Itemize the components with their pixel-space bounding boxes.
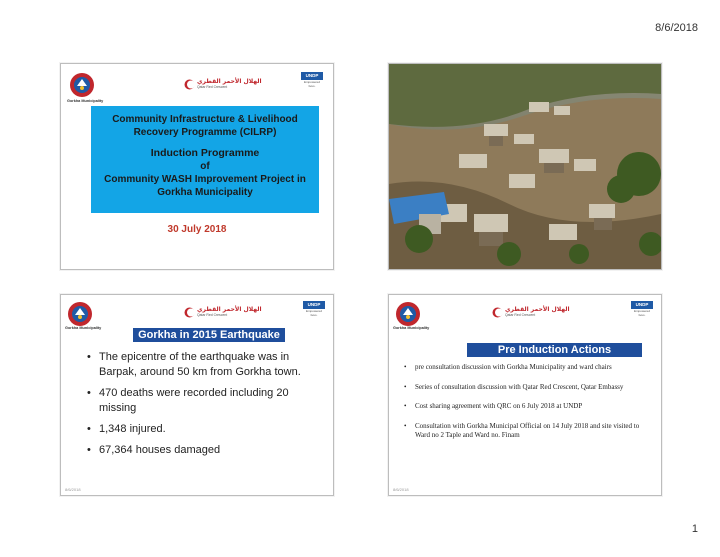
slide-footer-date: 8/6/2018 [393, 487, 409, 492]
page-number: 1 [691, 523, 698, 535]
slide-earthquake [60, 294, 334, 496]
title-line-2: Recovery Programme (CILRP) [133, 127, 277, 138]
undp-tagline: Empowered lives. [633, 309, 650, 317]
qrc-arabic: الهلال الأحمر القطري [197, 78, 262, 85]
title-line-1: Community Infrastructure & Livelihood [112, 114, 298, 125]
list-item: • The epicentre of the earthquake was in Barpak, around 50 km from Gorkha town. [79, 350, 319, 380]
page-date: 8/6/2018 [655, 22, 698, 34]
qrc-arabic: الهلال الأحمر القطري [505, 306, 570, 313]
nepal-emblem-icon [69, 72, 95, 98]
slide-footer-date: 8/6/2018 [65, 487, 81, 492]
nepal-emblem-icon [67, 301, 93, 327]
undp-text: UNDP [301, 72, 323, 80]
bullet-list [79, 350, 319, 464]
bullet-list [399, 363, 654, 451]
nepal-emblem-icon [395, 301, 421, 327]
qrc-logo [197, 78, 262, 89]
undp-tagline: Empowered lives. [303, 80, 320, 88]
qrc-logo [505, 306, 570, 317]
subtitle-line-2: of [200, 161, 210, 172]
qrc-arabic: الهلال الأحمر القطري [197, 306, 262, 313]
undp-logo [301, 72, 323, 88]
list-item: • Cost sharing agreement with QRC on 6 July 2018 at UNDP [399, 402, 654, 412]
title-box [91, 106, 319, 213]
slide-heading: Pre Induction Actions [467, 343, 642, 357]
crescent-icon [184, 79, 195, 90]
undp-logo [303, 301, 325, 317]
crescent-icon [184, 307, 195, 318]
municipality-label: Gorkha Municipality [67, 99, 104, 103]
crescent-icon [492, 307, 503, 318]
damaged-houses-image [389, 64, 661, 269]
list-item: • 67,364 houses damaged [79, 443, 319, 458]
list-item: • 470 deaths were recorded including 20 missing [79, 386, 319, 416]
subtitle-line-1: Induction Programme [150, 147, 260, 159]
subtitle-line-3: Community WASH Improvement Project in [104, 174, 306, 185]
slide-date: 30 July 2018 [167, 224, 227, 235]
qrc-english: Qatar Red Crescent [197, 313, 228, 317]
list-item: • Series of consultation discussion with Qatar Red Crescent, Qatar Embassy [399, 383, 654, 393]
slide-title [60, 63, 334, 270]
undp-tagline: Empowered lives. [305, 309, 322, 317]
undp-text: UNDP [631, 301, 653, 309]
qrc-logo [197, 306, 262, 317]
slide-heading: Gorkha in 2015 Earthquake [133, 328, 285, 342]
list-item: • pre consultation discussion with Gorkha Municipality and ward chairs [399, 363, 654, 373]
qrc-english: Qatar Red Crescent [197, 85, 228, 89]
earthquake-photo [388, 63, 662, 270]
qrc-english: Qatar Red Crescent [505, 313, 536, 317]
municipality-label: Gorkha Municipality [393, 326, 430, 330]
undp-logo [631, 301, 653, 317]
undp-text: UNDP [303, 301, 325, 309]
list-item: • Consultation with Gorkha Municipal Official on 14 July 2018 and site visited to Ward no 2 Taple and Ward no. Finam [399, 422, 654, 441]
municipality-label: Gorkha Municipality [65, 326, 102, 330]
slide-pre-induction [388, 294, 662, 496]
subtitle-line-4: Gorkha Municipality [157, 187, 253, 198]
list-item: • 1,348 injured. [79, 422, 319, 437]
